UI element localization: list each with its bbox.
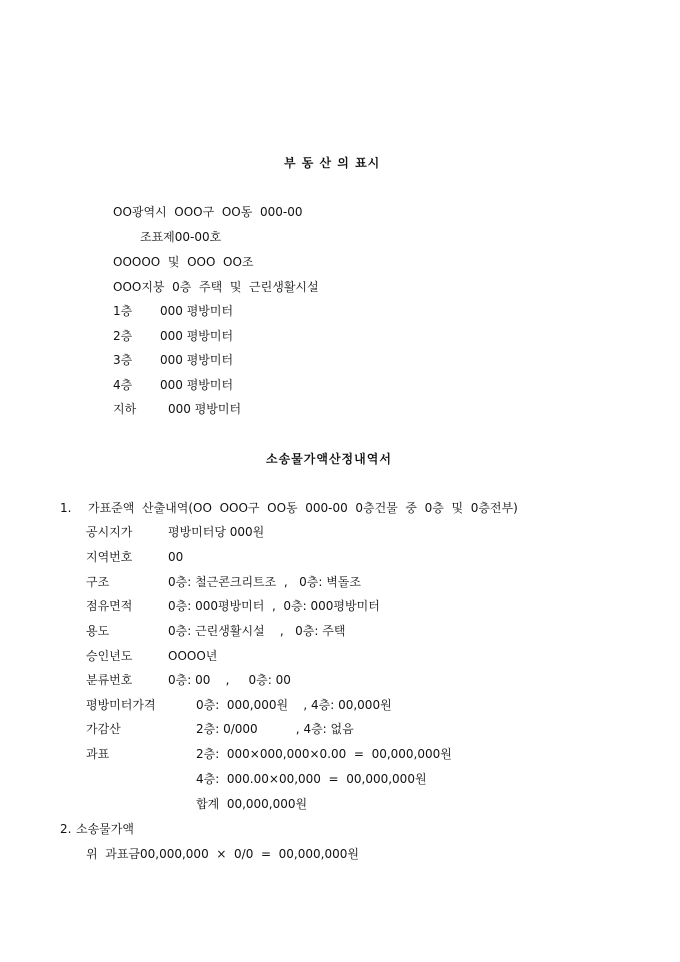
section1-title: 부 동 산 의 표시 (284, 156, 381, 170)
row-value: 0층: 근린생활시설 , 0층: 주택 (168, 624, 346, 638)
row-label: 분류번호 (86, 673, 133, 687)
floor-area: 000 평방미터 (160, 353, 234, 367)
row-value: 0층: 000평방미터 , 0층: 000평방미터 (168, 599, 380, 613)
row-value: 00 (168, 550, 184, 564)
floor-label: 3층 (113, 353, 133, 367)
row-label: 공시지가 (86, 525, 133, 539)
row-label: 점유면적 (86, 599, 133, 613)
section2-title: 소송물가액산정내역서 (266, 452, 392, 466)
claim-value-formula: 위 과표금00,000,000 × 0/0 = 00,000,000원 (86, 847, 359, 861)
row-value: 2층: 0/000 , 4층: 없음 (196, 722, 354, 736)
floor-label: 4층 (113, 378, 133, 392)
row-value: 0층: 철근콘크리트조 , 0층: 벽돌조 (168, 575, 361, 589)
floor-label: 지하 (113, 402, 137, 416)
row-label: 구조 (86, 575, 110, 589)
land-number: 조표제00-00호 (140, 230, 222, 244)
row-label: 평방미터가격 (86, 698, 156, 712)
floor-area: 000 평방미터 (160, 329, 234, 343)
floor-area: 000 평방미터 (160, 378, 234, 392)
item2-heading: 소송물가액 (76, 822, 134, 836)
property-address: OO광역시 OOO구 OO동 000-00 (113, 205, 303, 219)
row-value: 평방미터당 000원 (168, 525, 265, 539)
floor-label: 1층 (113, 304, 133, 318)
building-structure: OOOOO 및 OOO OO조 (113, 255, 254, 269)
row-label: 승인년도 (86, 649, 133, 663)
floor-label: 2층 (113, 329, 133, 343)
tax-base-line-2: 4층: 000.00×00,000 = 00,000,000원 (196, 772, 427, 786)
item1-heading: 가표준액 산출내역(OO OOO구 OO동 000-00 0층건물 중 0층 및 0층전부) (88, 501, 518, 515)
floor-area: 000 평방미터 (160, 304, 234, 318)
row-value: 2층: 000×000,000×0.00 = 00,000,000원 (196, 747, 452, 761)
row-value: 0층: 00 , 0층: 00 (168, 673, 291, 687)
floor-area: 000 평방미터 (168, 402, 242, 416)
row-label: 가감산 (86, 722, 121, 736)
row-label: 과표 (86, 747, 110, 761)
item2-number: 2. (60, 822, 72, 836)
row-label: 용도 (86, 624, 110, 638)
item1-number: 1. (60, 501, 72, 515)
total-amount: 합계 00,000,000원 (196, 797, 308, 811)
row-value: 0층: 000,000원 , 4층: 00,000원 (196, 698, 392, 712)
building-roof: OOO지붕 0층 주택 및 근린생활시설 (113, 280, 319, 294)
row-label: 지역번호 (86, 550, 133, 564)
row-value: OOOO년 (168, 649, 218, 663)
